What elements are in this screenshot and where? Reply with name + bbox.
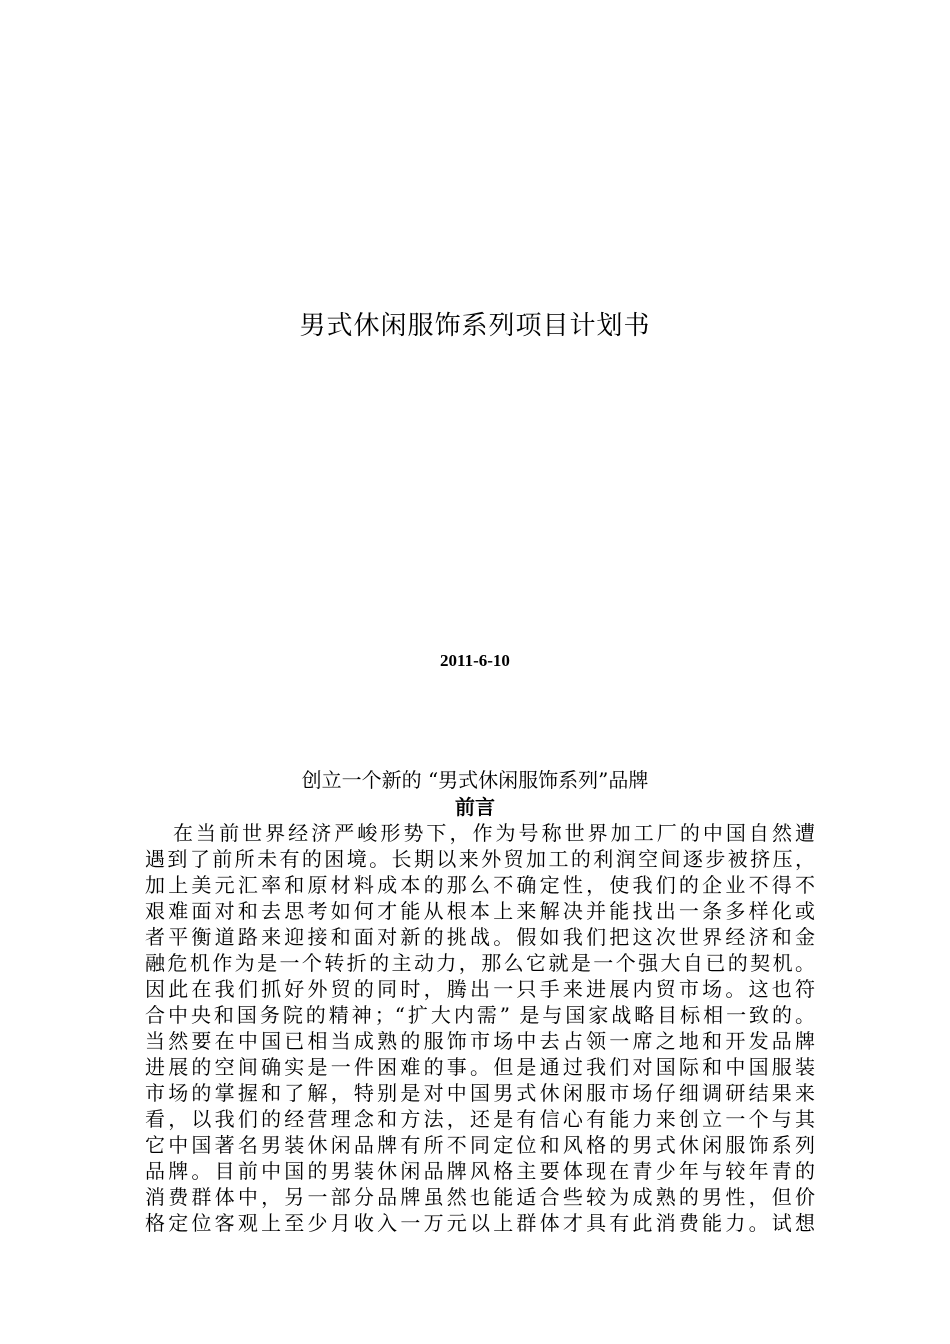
paragraph-line: 市场的掌握和了解，特别是对中国男式休闲服市场仔细调研结果来 — [145, 1081, 815, 1105]
paragraph-line: 者平衡道路来迎接和面对新的挑战。假如我们把这次世界经济和金 — [145, 925, 815, 949]
paragraph-line: 加上美元汇率和原材料成本的那么不确定性，使我们的企业不得不 — [145, 873, 815, 897]
paragraph-line: 因此在我们抓好外贸的同时，腾出一只手来进展内贸市场。这也符 — [145, 977, 815, 1001]
paragraph-line: 消费群体中，另一部分品牌虽然也能适合些较为成熟的男性，但价 — [145, 1185, 815, 1209]
paragraph-line: 在当前世界经济严峻形势下，作为号称世界加工厂的中国自然遭 — [173, 821, 815, 845]
paragraph-line: 融危机作为是一个转折的主动力，那么它就是一个强大自已的契机。 — [145, 951, 815, 975]
paragraph-line: 品牌。目前中国的男装休闲品牌风格主要体现在青少年与较年青的 — [145, 1159, 815, 1183]
document-date: 2011-6-10 — [440, 651, 510, 670]
paragraph-line: 合中央和国务院的精神；“扩大内需” 是与国家战略目标相一致的。 — [145, 1003, 815, 1027]
paragraph-line: 看，以我们的经营理念和方法，还是有信心有能力来创立一个与其 — [145, 1107, 815, 1131]
paragraph-line: 它中国著名男装休闲品牌有所不同定位和风格的男式休闲服饰系列 — [145, 1133, 815, 1157]
paragraph-line: 艰难面对和去思考如何才能从根本上来解决并能找出一条多样化或 — [145, 899, 815, 923]
paragraph-line: 遇到了前所未有的困境。长期以来外贸加工的利润空间逐步被挤压， — [145, 847, 815, 871]
body-paragraph — [145, 820, 815, 1236]
paragraph-line: 格定位客观上至少月收入一万元以上群体才具有此消费能力。试想 — [145, 1211, 815, 1235]
section-subheading: 前言 — [455, 795, 495, 819]
paragraph-line: 当然要在中国已相当成熟的服饰市场中去占领一席之地和开发品牌 — [145, 1029, 815, 1053]
section-heading: 创立一个新的 “男式休闲服饰系列”品牌 — [301, 768, 649, 792]
document-title: 男式休闲服饰系列项目计划书 — [299, 311, 651, 341]
paragraph-line: 进展的空间确实是一件困难的事。但是通过我们对国际和中国服装 — [145, 1055, 815, 1079]
